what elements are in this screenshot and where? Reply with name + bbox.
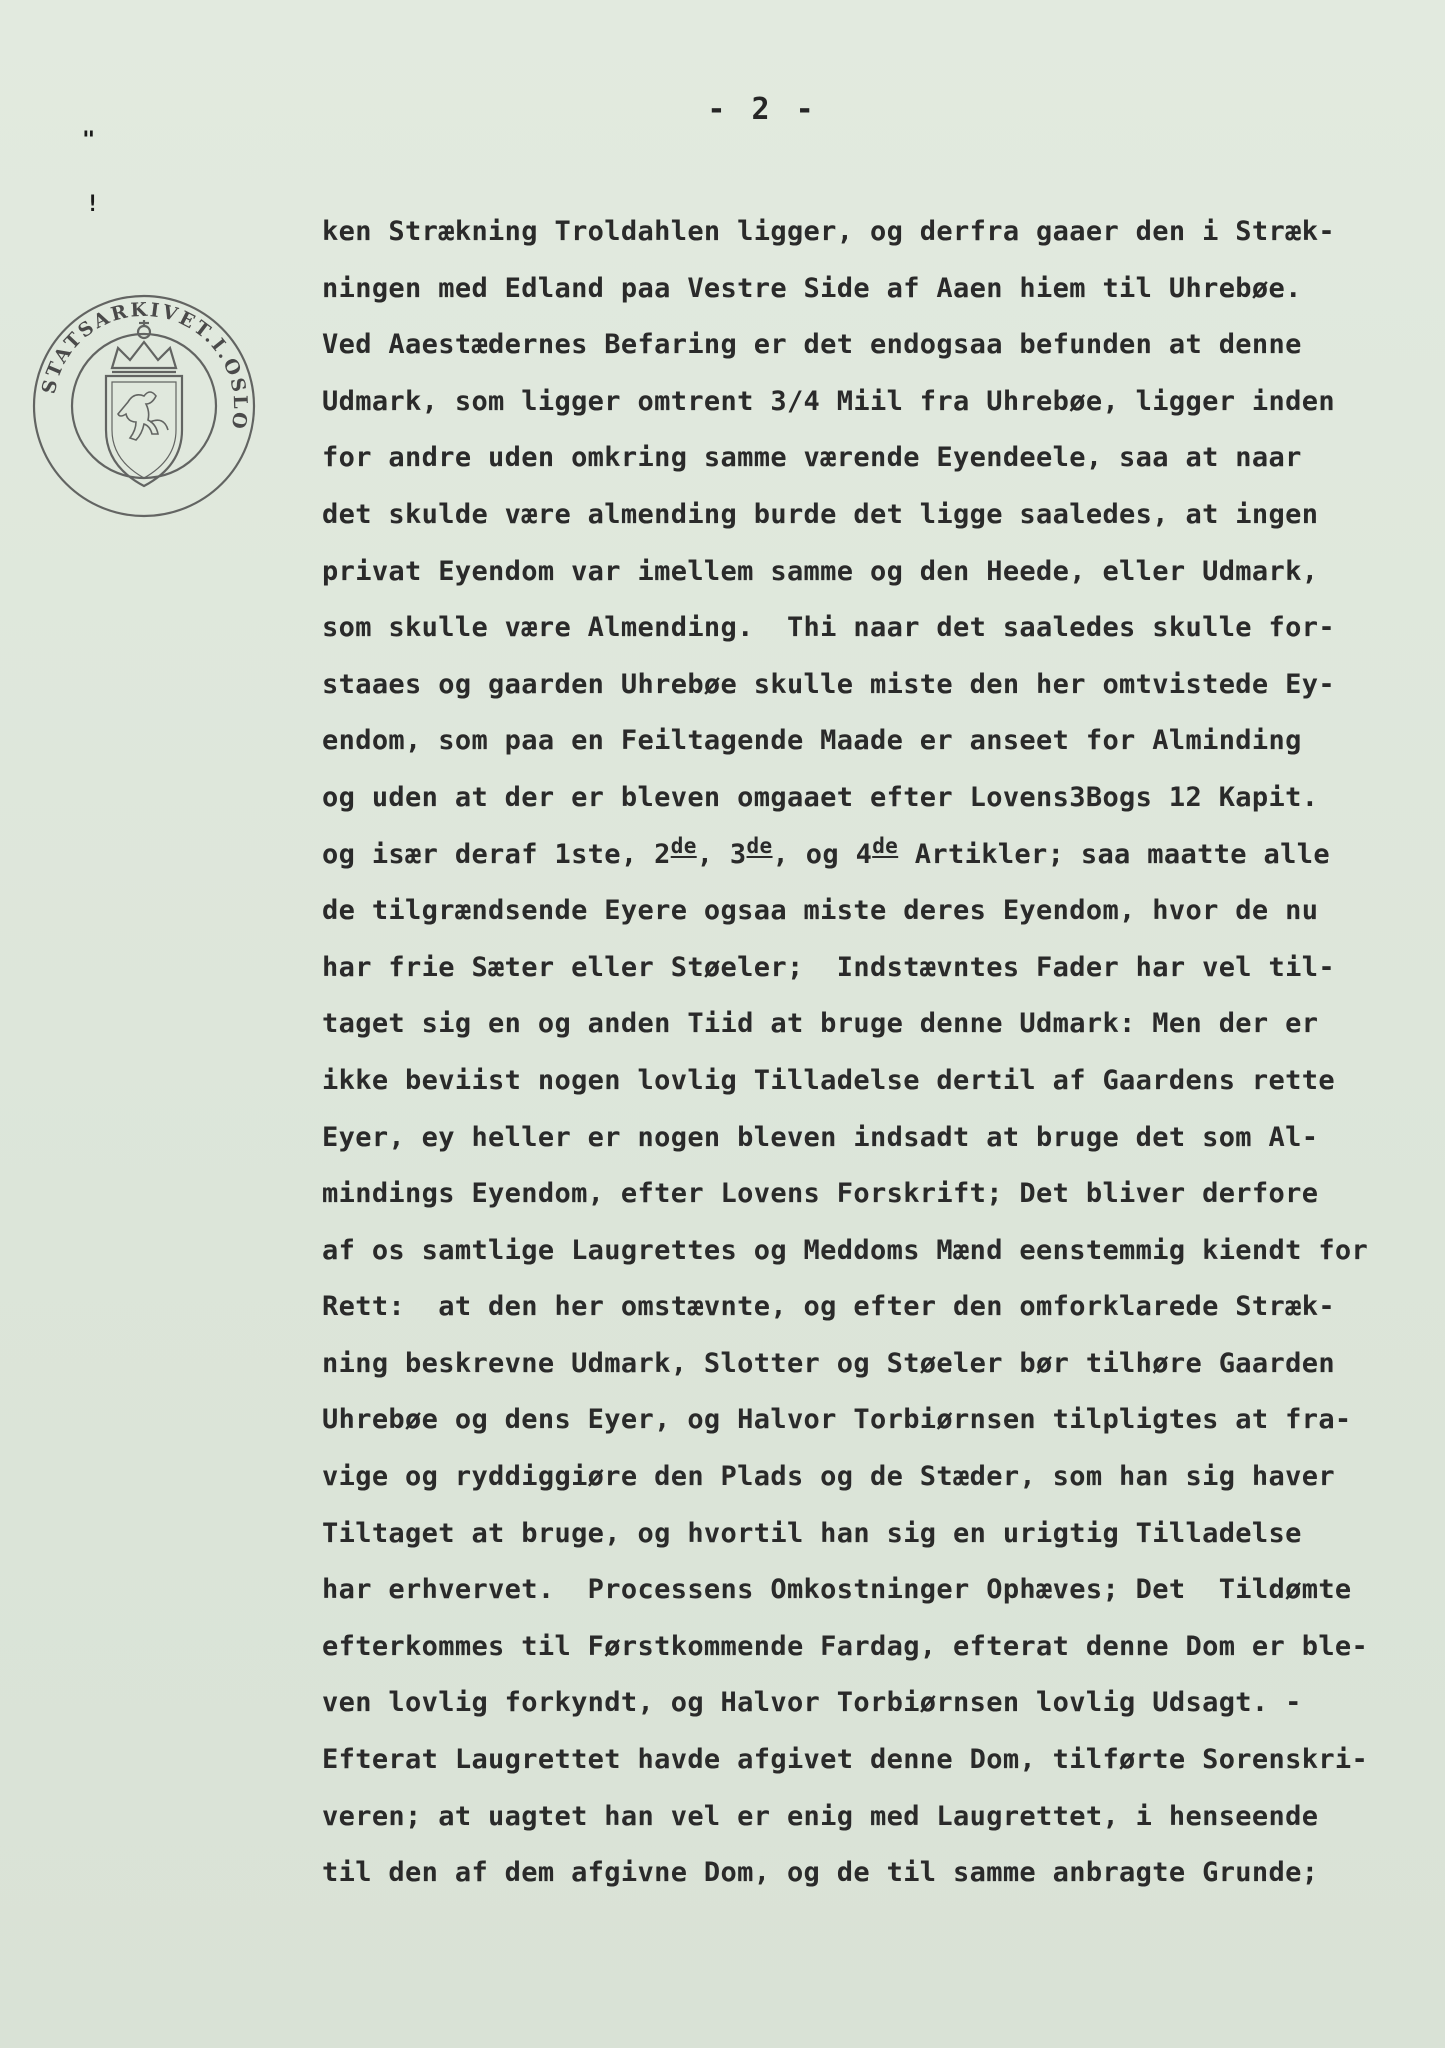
- text-segment: har erhvervet. Processens Omkostninger Ophæves; Det Tildømte: [322, 1574, 1352, 1606]
- text-segment: Uhrebøe og dens Eyer, og Halvor Torbiørnsen tilpligtes at fra-: [322, 1404, 1352, 1436]
- text-segment: staaes og gaarden Uhrebøe skulle miste den her omtvistede Ey-: [322, 668, 1335, 700]
- text-segment: ning beskrevne Udmark, Slotter og Støeler bør tilhøre Gaarden: [322, 1347, 1335, 1379]
- text-segment: , og 4: [772, 838, 873, 870]
- text-line: [322, 1223, 1442, 1280]
- text-segment: for andre uden omkring samme værende Eyendeele, saa at naar: [322, 442, 1302, 474]
- margin-mark: !: [86, 192, 100, 217]
- text-line: [322, 1053, 1442, 1110]
- document-body-text: [322, 204, 1442, 1902]
- text-line: [322, 1619, 1442, 1676]
- text-line: [322, 713, 1442, 770]
- text-segment: efterkommes til Førstkommende Fardag, efterat denne Dom er ble-: [322, 1630, 1369, 1662]
- text-line: [322, 1166, 1442, 1223]
- text-segment: ken Strækning Troldahlen ligger, og derfra gaaer den i Stræk-: [322, 216, 1335, 247]
- text-segment: ningen med Edland paa Vestre Side af Aaen hiem til Uhrebøe.: [322, 272, 1302, 304]
- seal-text: STATSARKIVET.I.OSLO: [37, 298, 252, 433]
- text-line: [322, 827, 1442, 884]
- text-segment: det skulde være almending burde det ligge saaledes, at ingen: [322, 498, 1319, 530]
- text-segment: ikke beviist nogen lovlig Tilladelse dertil af Gaardens rette: [322, 1064, 1335, 1096]
- text-segment: de tilgrændsende Eyere ogsaa miste deres Eyendom, hvor de nu: [322, 895, 1319, 927]
- text-line: [322, 430, 1442, 487]
- text-segment: som skulle være Almending. Thi naar det saaledes skulle for-: [322, 612, 1335, 644]
- text-segment: privat Eyendom var imellem samme og den Heede, eller Udmark,: [322, 555, 1319, 587]
- text-line: [322, 1279, 1442, 1336]
- text-segment: Tiltaget at bruge, og hvortil han sig en urigtig Tilladelse: [322, 1517, 1302, 1549]
- text-line: [322, 204, 1442, 261]
- text-line: [322, 1506, 1442, 1563]
- ordinal-superscript: de: [872, 833, 899, 858]
- text-line: [322, 1845, 1442, 1902]
- text-segment: Rett: at den her omstævnte, og efter den omforklarede Stræk-: [322, 1291, 1335, 1323]
- text-line: [322, 770, 1442, 827]
- text-line: [322, 374, 1442, 431]
- text-segment: af os samtlige Laugrettes og Meddoms Mænd eenstemmig kiendt for: [322, 1234, 1369, 1266]
- text-line: [322, 487, 1442, 544]
- text-line: [322, 1392, 1442, 1449]
- text-line: [322, 1732, 1442, 1789]
- text-segment: til den af dem afgivne Dom, og de til samme anbragte Grunde;: [322, 1857, 1319, 1889]
- margin-mark: ": [82, 128, 96, 153]
- ordinal-superscript: de: [746, 833, 773, 858]
- svg-text:STATSARKIVET.I.OSLO: [38, 299, 251, 433]
- text-segment: Udmark, som ligger omtrent 3/4 Miil fra Uhrebøe, ligger inden: [322, 385, 1335, 417]
- text-segment: ven lovlig forkyndt, og Halvor Torbiørnsen lovlig Udsagt. -: [322, 1687, 1302, 1719]
- text-line: [322, 657, 1442, 714]
- text-segment: Efterat Laugrettet havde afgivet denne Dom, tilførte Sorenskri-: [322, 1744, 1369, 1776]
- text-segment: taget sig en og anden Tiid at bruge denne Udmark: Men der er: [322, 1008, 1319, 1040]
- text-line: [322, 996, 1442, 1053]
- text-line: [322, 1789, 1442, 1846]
- text-line: [322, 1110, 1442, 1167]
- text-line: [322, 600, 1442, 657]
- ordinal-superscript: de: [670, 833, 697, 858]
- text-line: [322, 544, 1442, 601]
- text-segment: endom, som paa en Feiltagende Maade er anseet for Alminding: [322, 725, 1302, 757]
- text-line: [322, 940, 1442, 997]
- text-segment: har frie Sæter eller Støeler; Indstævntes Fader har vel til-: [322, 951, 1335, 983]
- text-segment: Eyer, ey heller er nogen bleven indsadt at bruge det som Al-: [322, 1121, 1319, 1153]
- archive-seal-stamp: [28, 290, 260, 522]
- text-line: [322, 261, 1442, 318]
- text-segment: vige og ryddiggiøre den Plads og de Stæder, som han sig haver: [322, 1461, 1335, 1493]
- page-number: - 2 -: [707, 92, 818, 127]
- text-line: [322, 317, 1442, 374]
- text-line: [322, 1336, 1442, 1393]
- text-segment: Artikler; saa maatte alle: [898, 838, 1330, 870]
- text-segment: og især deraf 1ste, 2: [322, 838, 671, 870]
- text-line: [322, 1675, 1442, 1732]
- text-line: [322, 1562, 1442, 1619]
- text-segment: veren; at uagtet han vel er enig med Laugrettet, i henseende: [322, 1800, 1319, 1832]
- text-segment: Ved Aaestædernes Befaring er det endogsaa befunden at denne: [322, 329, 1302, 361]
- text-line: [322, 1449, 1442, 1506]
- text-segment: , 3: [696, 838, 747, 870]
- text-segment: mindings Eyendom, efter Lovens Forskrift; Det bliver derfore: [322, 1178, 1319, 1210]
- text-line: [322, 883, 1442, 940]
- text-segment: og uden at der er bleven omgaaet efter Lovens3Bogs 12 Kapit.: [322, 781, 1319, 813]
